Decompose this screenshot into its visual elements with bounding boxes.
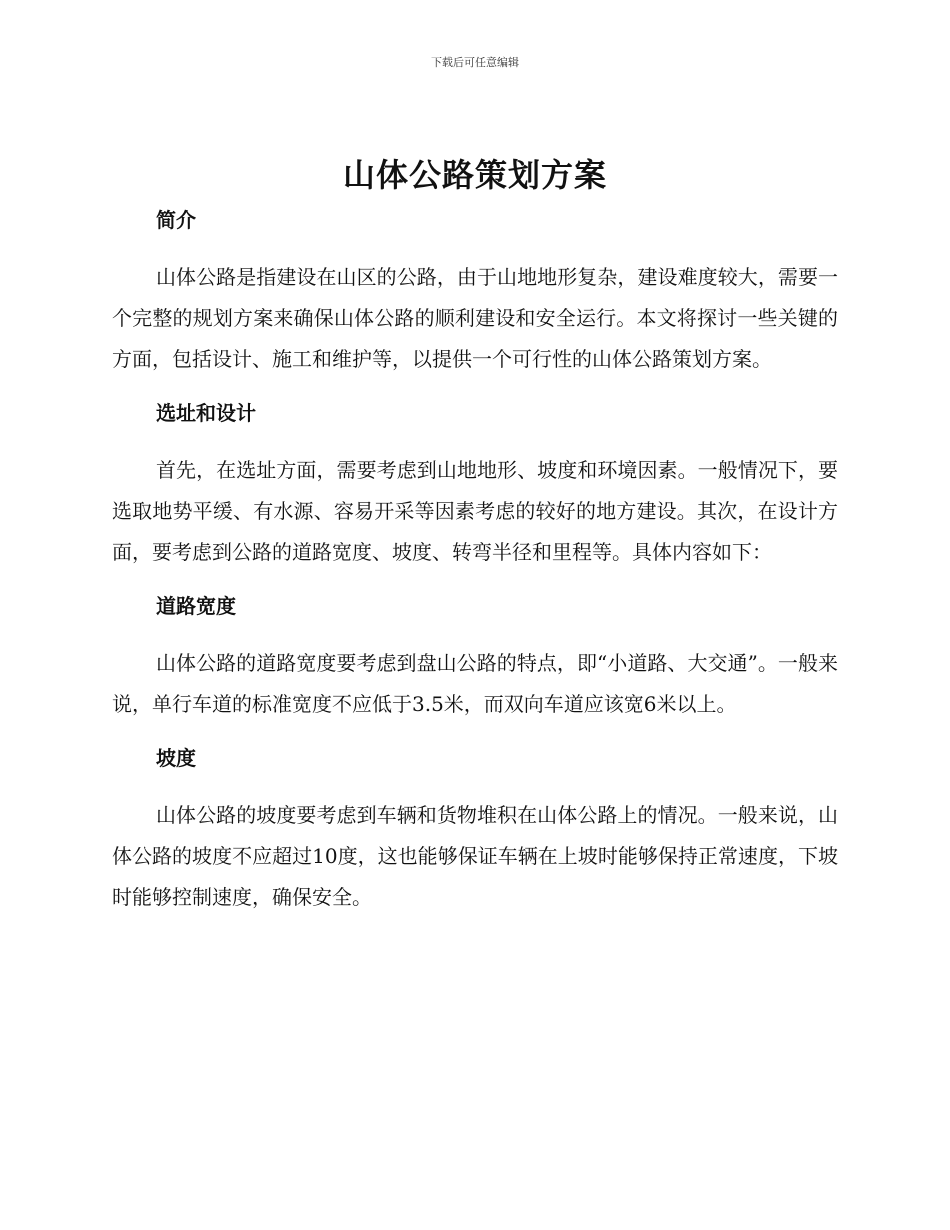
document-title: 山体公路策划方案 [342, 156, 607, 194]
document-content [112, 205, 838, 918]
section-body-site-design: 首先，在选址方面，需要考虑到山地地形、坡度和环境因素。一般情况下，要选取地势平缓、有水源、容易开采等因素考虑的较好的地方建设。其次，在设计方面，要考虑到公路的道路宽度、坡度、转弯半径和里程等。具体内容如下： [112, 458, 838, 564]
section-body-intro: 山体公路是指建设在山区的公路，由于山地地形复杂，建设难度较大，需要一个完整的规划方案来确保山体公路的顺利建设和安全运行。本文将探讨一些关键的方面，包括设计、施工和维护等，以提供一个可行性的山体公路策划方案。 [112, 265, 838, 371]
section-body-road-width: 山体公路的道路宽度要考虑到盘山公路的特点，即“小道路、大交通”。一般来说，单行车道的标准宽度不应低于3.5米，而双向车道应该宽6米以上。 [112, 651, 838, 716]
section-heading-site-design: 选址和设计 [156, 401, 256, 425]
section-heading-intro: 简介 [156, 208, 196, 232]
section-body-slope: 山体公路的坡度要考虑到车辆和货物堆积在山体公路上的情况。一般来说，山体公路的坡度不应超过10度，这也能够保证车辆在上坡时能够保持正常速度，下坡时能够控制速度，确保安全。 [112, 803, 838, 909]
page-header: 下载后可任意编辑 [431, 56, 519, 69]
section-heading-slope: 坡度 [156, 746, 196, 770]
section-heading-road-width: 道路宽度 [156, 594, 236, 618]
